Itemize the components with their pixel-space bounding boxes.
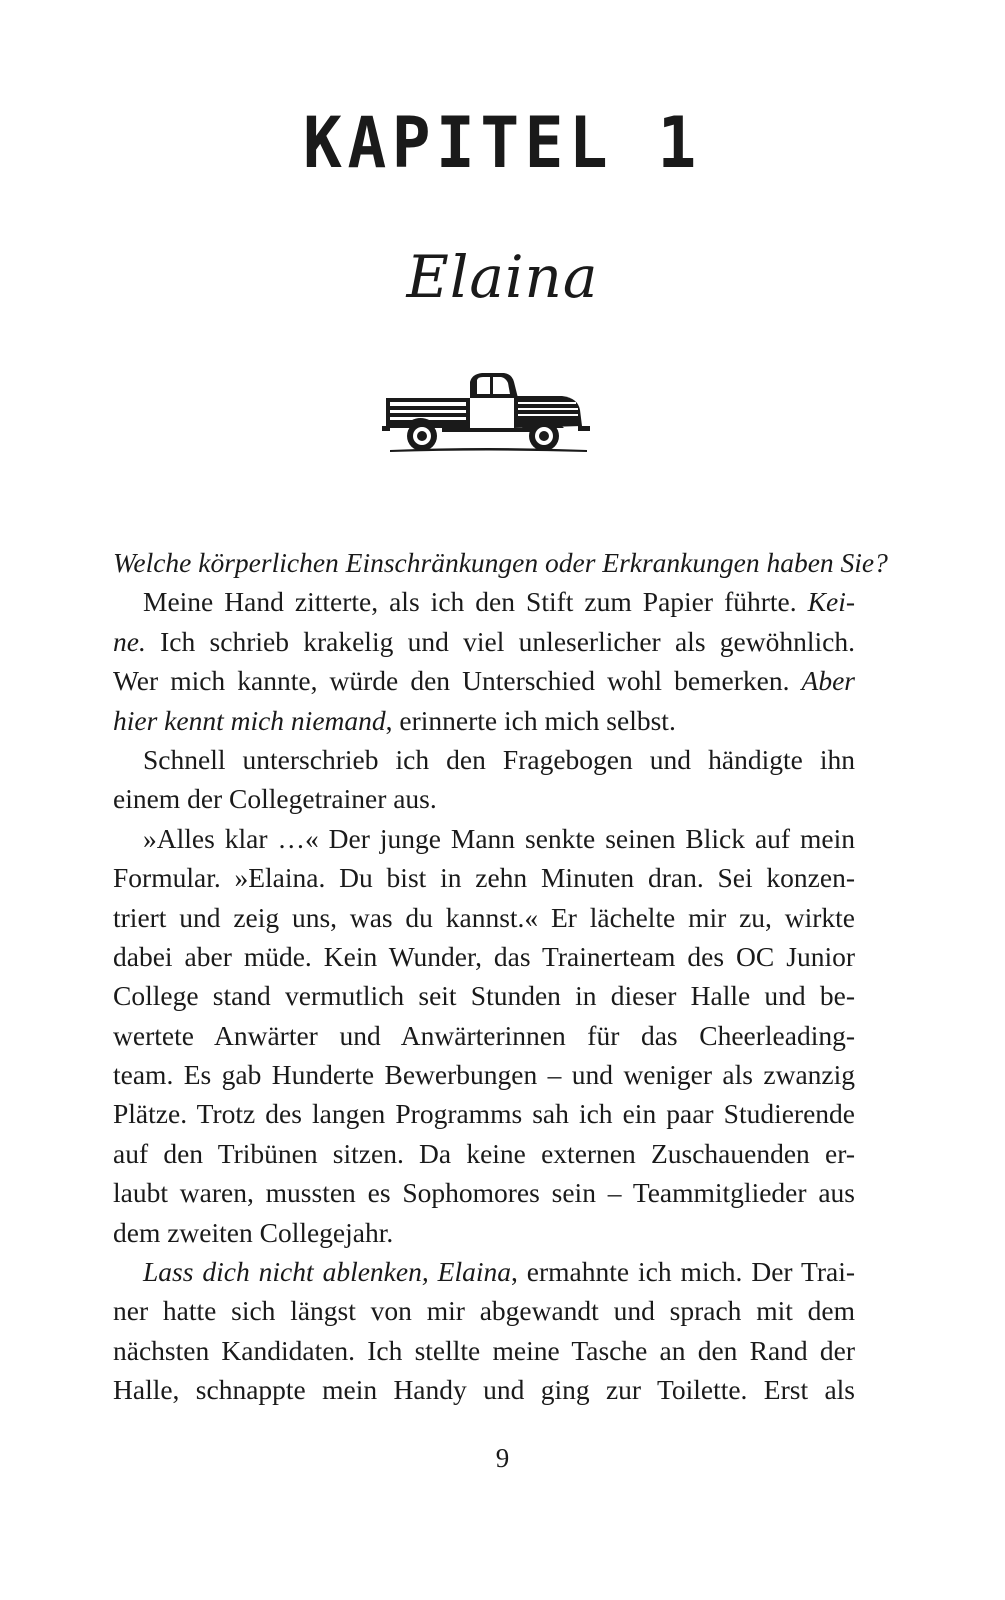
text-line: hier kennt mich niemand, erinnerte ich mich selbst.: [113, 704, 676, 736]
text-line: Lass dich nicht ablenken, Elaina, ermahnte ich mich. Der Trai-: [143, 1256, 856, 1288]
text-line: ne. Ich schrieb krakelig und viel unleserlicher als gewöhnlich.: [113, 625, 855, 657]
text-line: Welche körperlichen Einschränkungen oder Erkrankungen haben Sie?: [113, 547, 888, 578]
text-line: dabei aber müde. Kein Wunder, das Trainerteam des OC Junior: [113, 940, 855, 972]
chapter-title: KAPITEL 1: [303, 102, 702, 184]
body-text: [113, 543, 888, 1410]
text-line: »Alles klar …« Der junge Mann senkte seinen Blick auf mein: [143, 822, 855, 854]
character-name: Elaina: [406, 243, 599, 311]
text-line: team. Es gab Hunderte Bewerbungen – und weniger als zwanzig: [113, 1059, 855, 1091]
text-line: Plätze. Trotz des langen Programms sah ich ein paar Studierende: [113, 1098, 855, 1130]
text-line: Formular. »Elaina. Du bist in zehn Minuten dran. Sei konzen-: [113, 862, 855, 894]
page-number: 9: [495, 1443, 510, 1473]
text-line: Wer mich kannte, würde den Unterschied wohl bemerken. Aber: [113, 665, 855, 697]
text-line: laubt waren, mussten es Sophomores sein – Teammitglieder aus: [113, 1177, 855, 1209]
pickup-truck-icon: [382, 366, 592, 458]
text-line: dem zweiten Collegejahr.: [113, 1216, 394, 1248]
text-line: auf den Tribünen sitzen. Da keine externen Zuschauenden er-: [113, 1137, 855, 1169]
text-line: Halle, schnappte mein Handy und ging zur Toilette. Erst als: [113, 1374, 855, 1406]
text-line: nächsten Kandidaten. Ich stellte meine Tasche an den Rand der: [113, 1334, 855, 1366]
text-line: ner hatte sich längst von mir abgewandt und sprach mit dem: [113, 1295, 855, 1327]
text-line: wertete Anwärter und Anwärterinnen für das Cheerleading-: [113, 1019, 855, 1051]
text-line: College stand vermutlich seit Stunden in dieser Halle und be-: [113, 980, 855, 1012]
text-line: einem der Collegetrainer aus.: [113, 783, 437, 815]
text-line: Schnell unterschrieb ich den Fragebogen und händigte ihn: [143, 743, 855, 775]
text-line: triert und zeig uns, was du kannst.« Er lächelte mir zu, wirkte: [113, 901, 855, 933]
text-line: Meine Hand zitterte, als ich den Stift zum Papier führte. Kei-: [143, 586, 855, 618]
